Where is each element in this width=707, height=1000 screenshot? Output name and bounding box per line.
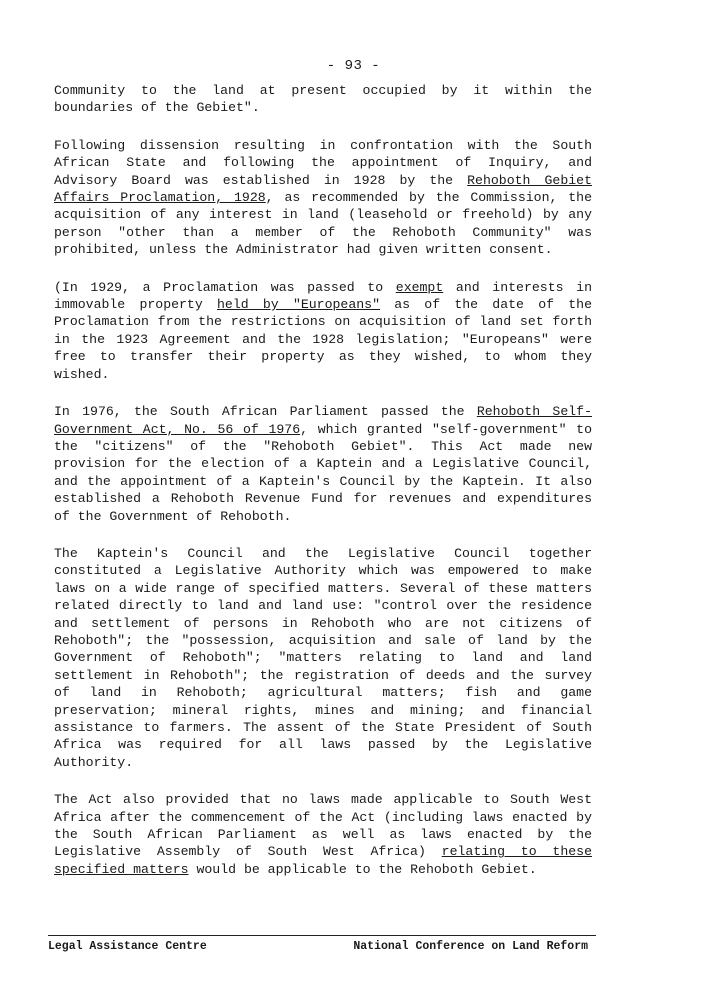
- footer-left: Legal Assistance Centre: [48, 940, 207, 953]
- paragraph-1: [54, 82, 592, 117]
- text-run: Following dissension resulting in confrontation with the South African State and following the appointment of Inquiry, and Advisory Board was established in 1928 by the: [54, 137, 592, 188]
- underlined-citation: Rehoboth Self-Government Act, No. 56 of 1976: [54, 404, 593, 437]
- footer-right: National Conference on Land Reform: [353, 940, 588, 953]
- footer-divider: [48, 935, 596, 936]
- paragraph-6: [54, 791, 592, 878]
- text-run: would be applicable to the Rehoboth Gebiet.: [188, 861, 537, 877]
- text-run: , which granted "self-government" to the "citizens" of the "Rehoboth Gebiet". This Act made new provision for the election of a Kaptein and a Legislative Council, and the appointment of a Kaptein's Council by the Kaptein. It also established a Rehoboth Revenue Fund for revenues and expenditures of the Government of Rehoboth.: [54, 421, 592, 524]
- paragraph-4: [54, 403, 592, 525]
- text-run: , as recommended by the Commission, the acquisition of any interest in land (leasehold or freehold) by any person "other than a member of the Rehoboth Community" was prohibited, unless the Administrator had given written consent.: [54, 190, 593, 258]
- paragraph-5: [54, 545, 592, 771]
- text-run: as of the date of the Proclamation from the restrictions on acquisition of land set forth in the 1923 Agreement and the 1928 legislation; "Europeans" were free to transfer their property as they wished, to whom they wished.: [54, 297, 592, 382]
- page-number: - 93 -: [326, 58, 381, 74]
- text-run: Community to the land at present occupied by it within the boundaries of the Gebiet".: [54, 83, 592, 116]
- paragraph-3: [54, 279, 592, 383]
- underlined-term: exempt: [395, 279, 444, 295]
- footer: [48, 940, 588, 953]
- text-run: (In 1929, a Proclamation was passed to: [54, 279, 396, 295]
- text-run: and interests in immovable property: [54, 279, 592, 313]
- underlined-citation: Rehoboth Gebiet Affairs Proclamation, 1928: [54, 172, 592, 206]
- paragraph-2: [54, 137, 592, 259]
- text-run: In 1976, the South African Parliament passed the: [54, 404, 477, 420]
- underlined-term: relating to these specified matters: [54, 844, 592, 877]
- text-run: The Act also provided that no laws made applicable to South West Africa after the commencement of the Act (including laws enacted by the South African Parliament as well as laws enacted by the Legislative Assembly of South West Africa): [54, 792, 592, 860]
- underlined-term: held by "Europeans": [217, 297, 380, 313]
- text-run: The Kaptein's Council and the Legislative Council together constituted a Legislative Authority which was empowered to make laws on a wide range of specified matters. Several of these matters related directly to land and land use: "control over the residence and settlement of persons in Rehoboth who are not citizens of Rehoboth"; the "possession, acquisition and sale of land by the Government of Rehoboth"; "matters relating to land and land settlement in Rehoboth"; the registration of deeds and the survey of land in Rehoboth; agricultural matters; fish and game preservation; mineral rights, mines and mining; and financial assistance to farmers. The assent of the State President of South Africa was required for all laws passed by the Legislative Authority.: [54, 545, 592, 770]
- document-body: [54, 82, 592, 898]
